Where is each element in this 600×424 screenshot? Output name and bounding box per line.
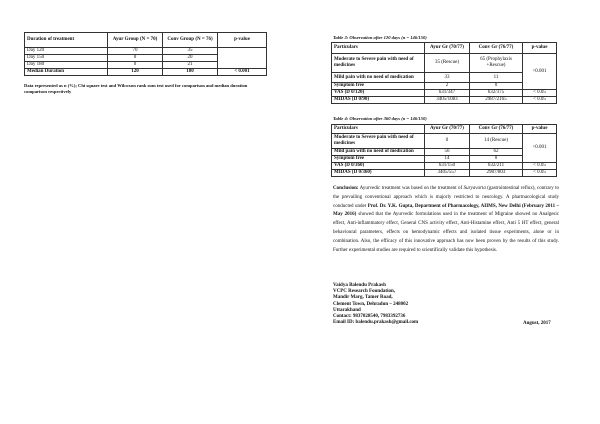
table4-cell: 14 (Rescue) — [470, 134, 523, 149]
table4-caption: Table 4: Observation after 360 days (n = 146/150) — [333, 116, 427, 121]
table1-cell: 35 — [163, 48, 218, 55]
table4-group-pvalue: <0.001 — [523, 134, 557, 163]
table3-cell: VAS (D 0/120) — [332, 90, 425, 97]
table3-cell: 11 — [470, 73, 523, 83]
table-row — [332, 170, 557, 177]
table4-header-pvalue: p-value — [523, 125, 557, 134]
table4-cell: 631/150 — [425, 163, 470, 170]
table4-cell: 14 — [425, 156, 470, 163]
table4-cell: < 0.05 — [523, 170, 557, 177]
table1-header-pvalue: p-value — [218, 33, 267, 48]
table1-median-label: Median Duration — [25, 69, 108, 76]
table-duration — [24, 32, 267, 76]
table-row — [25, 48, 267, 55]
table-row — [332, 163, 557, 170]
table3-cell: 3405/1083 — [425, 97, 470, 104]
table1-median-pvalue: < 0.001 — [218, 69, 267, 76]
table1-cell: 0 — [108, 62, 163, 69]
conclusion-reference: Prof. Dr. Y.K. Gupta, Department of Pharmacology, AIIMS, New Delhi (February 2011 – May 2016) — [333, 203, 560, 218]
table1-cell: Day 120 — [25, 48, 108, 55]
table1-header-conv: Conv Group (N = 76) — [163, 33, 218, 48]
table4-cell: Symptom free — [332, 156, 425, 163]
table4-cell: Moderate to Severe pain with need of medicines — [332, 134, 425, 149]
table3-header-particulars: Particulars — [332, 43, 425, 54]
table3-cell: 631/347 — [425, 90, 470, 97]
table1-median-conv: 180 — [163, 69, 218, 76]
table4-cell: 632/211 — [470, 163, 523, 170]
table3-cell: < 0.05 — [523, 90, 557, 97]
table3-cell: 33 — [425, 73, 470, 83]
table-row — [332, 54, 557, 73]
table3-cell: MIDAS (D 0/90) — [332, 97, 425, 104]
table-row — [332, 97, 557, 104]
table1-header-ayur: Ayur Group (N = 70) — [108, 33, 163, 48]
table-row — [25, 69, 267, 76]
contact-state: Uttarakhand — [333, 307, 361, 313]
table1-cell: 20 — [163, 55, 218, 62]
table3-cell: 2987/2165 — [470, 97, 523, 104]
table4-cell: 62 — [470, 149, 523, 156]
table1-cell: Day 180 — [25, 62, 108, 69]
table4-header-conv: Conv Gr (76/77) — [470, 125, 523, 134]
contact-city: Clement Town, Dehradun – 248002 — [333, 301, 409, 307]
conclusion-term: Suryavarta — [463, 186, 486, 191]
contact-block — [333, 283, 418, 326]
table1-cell-empty — [218, 48, 267, 69]
table4-cell: 0 — [425, 134, 470, 149]
contact-phone: Contact: 9837028540, 7983392736 — [333, 314, 406, 320]
table1-note: Data represented as n (%); Chi square test and Wilcoxon rank sum test used for comparison and median duration comparison respectively — [24, 83, 248, 94]
conclusion-label: Conclusion: — [333, 186, 359, 191]
table3-header-pvalue: p-value — [523, 43, 557, 54]
table1-cell: Day 150 — [25, 55, 108, 62]
table-row — [332, 134, 557, 149]
table3-cell: 35 (Rescue) — [425, 54, 470, 73]
table3-header-conv: Conv Gr (76/77) — [470, 43, 523, 54]
table1-header-duration: Duration of treatment — [25, 33, 108, 48]
table4-cell: 3405/557 — [425, 170, 470, 177]
contact-email: Email ID: balendu.prakash@gmail.com — [333, 320, 419, 326]
table4-cell: 0 — [470, 156, 523, 163]
table1-cell: 70 — [108, 48, 163, 55]
table1-cell: 0 — [108, 55, 163, 62]
table4-cell: 56 — [425, 149, 470, 156]
table1-cell: 21 — [163, 62, 218, 69]
contact-name: Vaidya Balendu Prakash — [333, 283, 386, 288]
table3-cell: 0 — [470, 83, 523, 90]
table4-cell: < 0.05 — [523, 163, 557, 170]
table3-cell: 2 — [425, 83, 470, 90]
table-row — [332, 90, 557, 97]
table4-header-ayur: Ayur Gr (70/77) — [425, 125, 470, 134]
table3-caption: Table 3: Observation after 120 days (n = 146/150) — [333, 35, 427, 40]
table4-cell: 2987/803 — [470, 170, 523, 177]
table4-cell: VAS (D 0/360) — [332, 163, 425, 170]
contact-organization: VCPC Research Foundation, — [333, 289, 395, 295]
table1-median-ayur: 120 — [108, 69, 163, 76]
conclusion-paragraph — [333, 185, 559, 255]
table-observation-120 — [331, 42, 557, 104]
table3-cell: < 0.05 — [523, 97, 557, 104]
table4-cell: MIDAS (D 0/360) — [332, 170, 425, 177]
table3-cell: Symptom free — [332, 83, 425, 90]
table4-cell: Mild pain with no need of medication — [332, 149, 425, 156]
table3-group-pvalue: <0.001 — [523, 54, 557, 90]
table4-header-particulars: Particulars — [332, 125, 425, 134]
table3-cell: Mild pain with no need of medication — [332, 73, 425, 83]
table3-header-ayur: Ayur Gr (70/77) — [425, 43, 470, 54]
conclusion-text-3: showed that the Ayurvedic formulations used in the treatment of Migraine showed no Analgesic effect, Anti-inflammatory effect, General CNS activity effect, Anti-Histamine effect, Anti 5 HT effect, general behavioural parameters, effects on hemodynamic effects and isolated tissue experiments, alone or in combination. Also, the efficacy of this innovative approach has now been proven by the results of this study. Further experimental studies are required to scientifically validate this hypothesis. — [333, 212, 559, 253]
table-observation-360 — [331, 124, 557, 177]
table3-cell: 632/375 — [470, 90, 523, 97]
contact-street: Mandir Marg, Tamer Road, — [333, 295, 393, 301]
document-date: August, 2017 — [523, 321, 551, 326]
table3-cell: Moderate to Severe pain with need of medicines — [332, 54, 425, 73]
conclusion-text-1: Ayurvedic treatment was based on the treatment of — [359, 186, 464, 191]
conclusion-text-2: (gastrointestinal reflux), contrary to the prevailing conventional approach which is majorly restricted to neurology. A pharmacological study conducted under — [333, 186, 559, 209]
table3-cell: 65 (Prophylaxis +Rescue) — [470, 54, 523, 73]
